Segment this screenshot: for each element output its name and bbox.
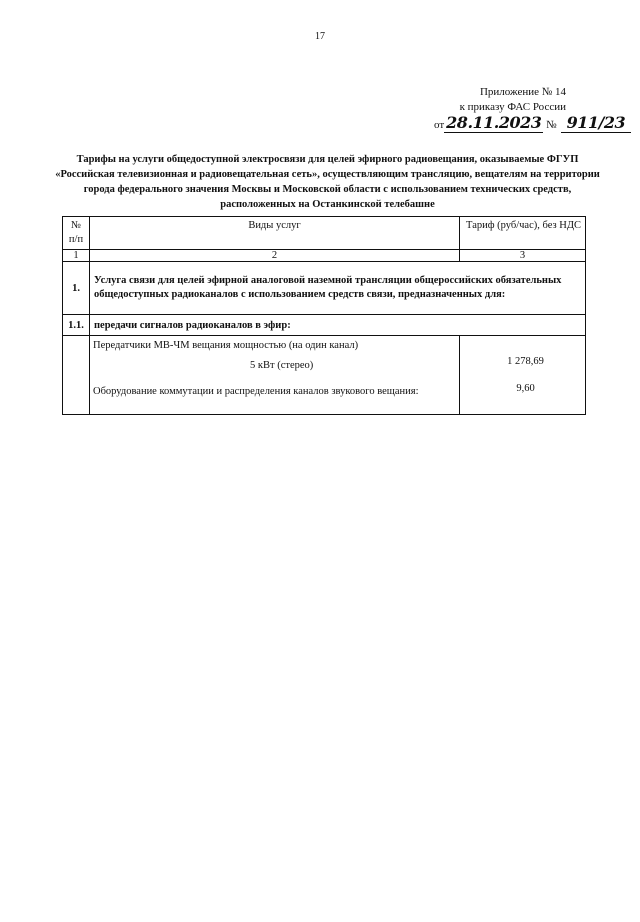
section-1-number: 1. <box>63 262 90 315</box>
appendix-line-2: к приказу ФАС России <box>459 101 566 113</box>
tariff-transmitters-value: 1 278,69 <box>507 356 544 367</box>
header-number: № п/п <box>63 217 90 250</box>
page-number: 17 <box>315 31 325 42</box>
appendix-line-1: Приложение № 14 <box>479 86 566 98</box>
column-number-2: 2 <box>90 250 460 262</box>
section-1-text: Услуга связи для целей эфирной аналоговой наземной трансляции общероссийских обязательных общедоступных радиоканалов с использованием средств связи, предназначенных для: <box>90 262 586 315</box>
power-line: 5 кВт (стерео) <box>250 360 314 371</box>
column-number-3: 3 <box>460 250 586 262</box>
column-number-1: 1 <box>63 250 90 262</box>
tariff-switching-value: 9,60 <box>516 383 535 394</box>
detail-tariff-cell <box>460 336 586 415</box>
table-row-section-1 <box>63 262 586 315</box>
handwritten-date: 28.11.2023 <box>446 113 542 132</box>
transmitters-line: Передатчики МВ-ЧМ вещания мощностью (на один канал) <box>93 340 359 351</box>
date-prefix: от <box>434 119 445 131</box>
number-prefix: № <box>546 119 557 131</box>
switching-equipment-line: Оборудование коммутации и распределения каналов звукового вещания: <box>93 386 419 397</box>
section-1-1-number: 1.1. <box>63 315 90 336</box>
handwritten-number: 911/23 <box>561 113 632 133</box>
column-number-row <box>63 250 586 262</box>
detail-number-cell <box>63 336 90 415</box>
appendix-date-line <box>434 113 631 133</box>
section-1-1-text: передачи сигналов радиоканалов в эфир: <box>90 315 586 336</box>
document-title: Тарифы на услуги общедоступной электросвязи для целей эфирного радиовещания, оказываемые ФГУП «Российская телевизионная и радиовещательная сеть», осуществляющим трансляцию, вещателям на территории города федерального значения Москвы и Московской области с использованием технических средств, расположенных на Останкинской телебашне <box>55 154 600 210</box>
table-row-section-1-1 <box>63 315 586 336</box>
table-row-detail <box>63 336 586 415</box>
header-service-types: Виды услуг <box>90 217 460 250</box>
detail-services-cell <box>90 336 460 415</box>
appendix-header <box>460 85 566 115</box>
tariff-table <box>62 216 586 415</box>
table-header-row <box>63 217 586 250</box>
header-tariff: Тариф (руб/час), без НДС <box>460 217 586 250</box>
